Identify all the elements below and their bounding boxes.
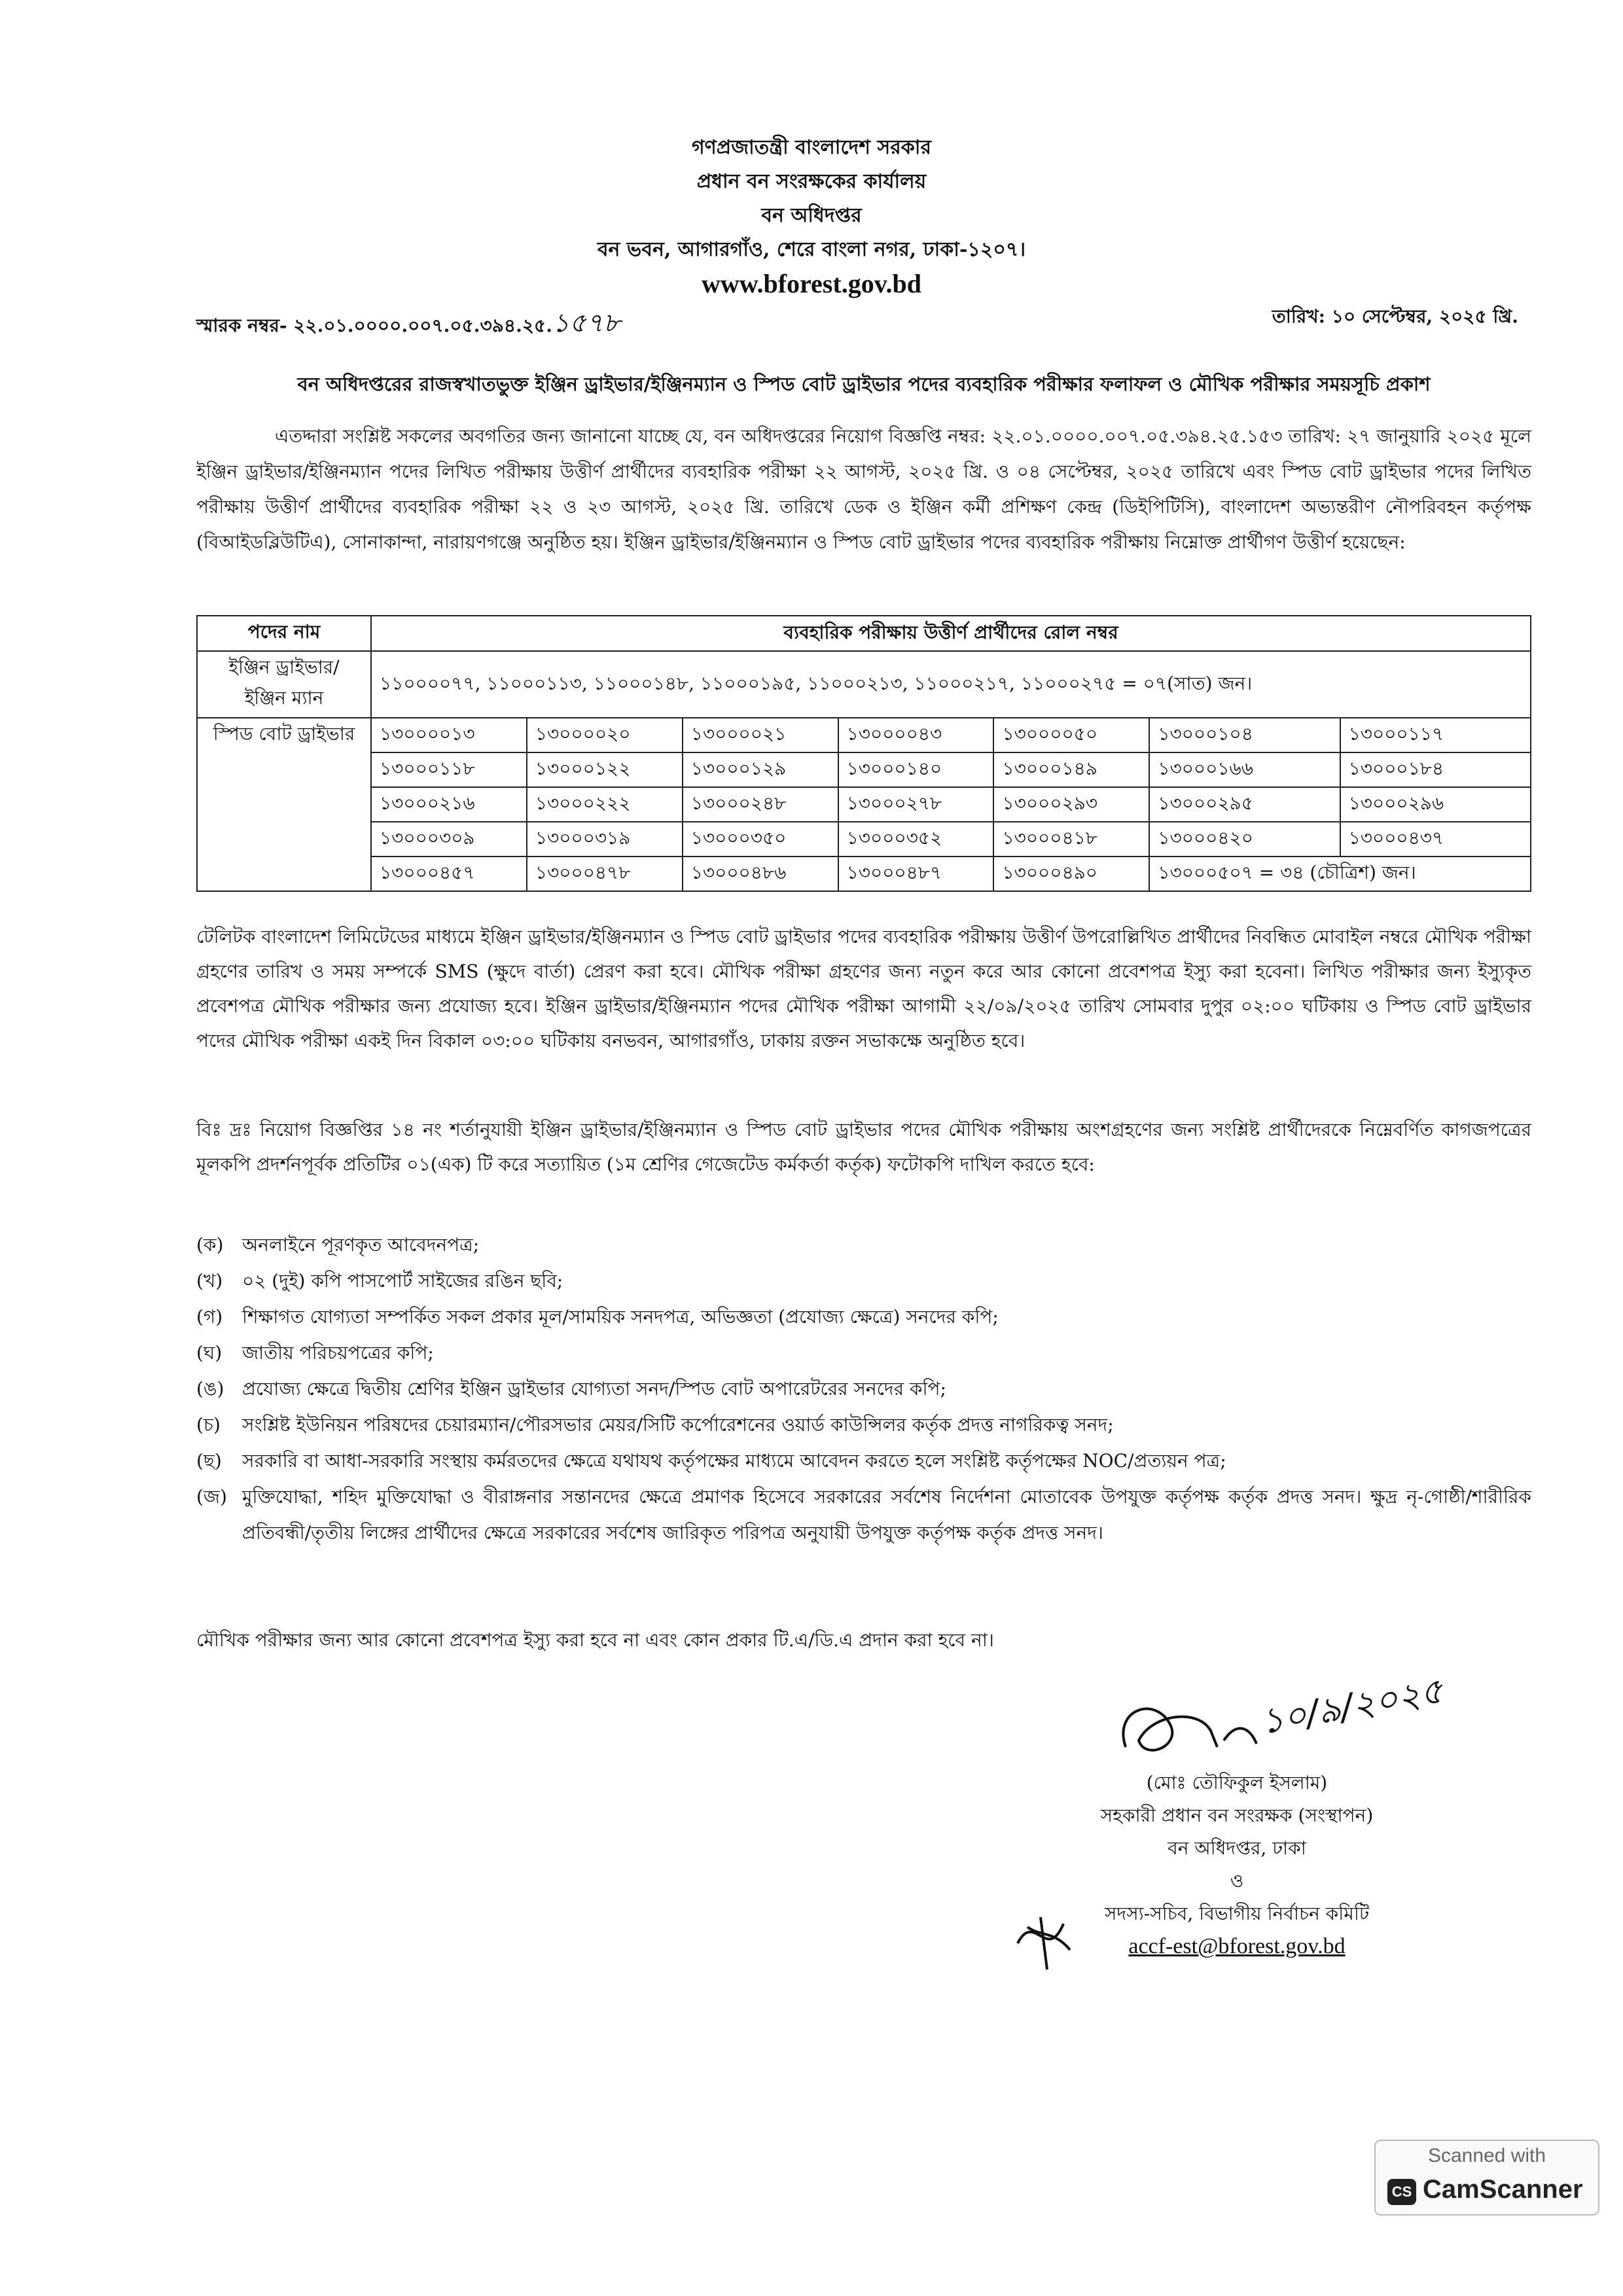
- roll-number-cell: ১৩০০০১১৮: [371, 752, 527, 787]
- roll-number-cell: ১৩০০০৪২০: [1149, 822, 1340, 857]
- list-item-marker: (জ): [196, 1486, 227, 1508]
- list-item-marker: (ঙ): [196, 1378, 224, 1400]
- roll-number-cell: ১৩০০০৩৫০: [683, 822, 838, 857]
- roll-number-cell: ১৩০০০২৭৮: [838, 787, 994, 822]
- roll-number-cell: ১৩০০০২৯৩: [993, 787, 1149, 822]
- roll-number-cell: ১৩০০০২২২: [527, 787, 683, 822]
- roll-number-cell: ১৩০০০৩০৯: [371, 822, 527, 857]
- list-item-text: অনলাইনে পূরণকৃত আবেদনপত্র;: [242, 1234, 480, 1256]
- list-item: [196, 1407, 1531, 1443]
- roll-number-cell: ১৩০০০২১৬: [371, 787, 527, 822]
- roll-number-cell: ১৩০০০৪৫৭: [371, 857, 527, 891]
- office-name: প্রধান বন সংরক্ষকের কার্যালয়: [696, 170, 927, 193]
- signature-block: [1041, 1767, 1433, 1963]
- memo-row: [196, 302, 1518, 338]
- roll-number-cell: ১৩০০০১৬৬: [1149, 752, 1340, 787]
- camscanner-logo-icon: CS: [1387, 2179, 1416, 2205]
- post-engine-driver: ইঞ্জিন ড্রাইভার/ ইঞ্জিন ম্যান: [197, 651, 371, 718]
- signature-image: [1099, 1669, 1466, 1780]
- camscanner-watermark: [1374, 2140, 1599, 2216]
- table-row-speed-boat: [197, 857, 1531, 891]
- table-row-speed-boat: [197, 718, 1531, 752]
- government-name: গণপ্রজাতন্ত্রী বাংলাদেশ সরকার: [692, 136, 931, 159]
- list-item: [196, 1371, 1531, 1407]
- header-post-name: পদের নাম: [197, 616, 371, 651]
- roll-number-cell: ১৩০০০৩১৯: [527, 822, 683, 857]
- roll-number-cell: ১৩০০০০৪৩: [838, 718, 994, 752]
- memo-date: তারিখ: ১০ সেপ্টেম্বর, ২০২৫ খ্রি.: [1272, 306, 1518, 327]
- roll-number-cell: ১৩০০০৫০৭ = ৩৪ (চৌত্রিশ) জন।: [1149, 857, 1531, 891]
- list-item-marker: (খ): [196, 1270, 223, 1292]
- signatory-designation: সহকারী প্রধান বন সংরক্ষক (সংস্থাপন): [1100, 1805, 1374, 1826]
- roll-number-cell: ১৩০০০০১৩: [371, 718, 527, 752]
- table-row-speed-boat: [197, 822, 1531, 857]
- roll-number-cell: ১৩০০০১৪০: [838, 752, 994, 787]
- roll-number-cell: ১৩০০০০৫০: [993, 718, 1149, 752]
- list-item: [196, 1479, 1531, 1551]
- roll-number-cell: ১৩০০০৪৯০: [993, 857, 1149, 891]
- engine-driver-rolls: ১১০০০০৭৭, ১১০০০১১৩, ১১০০০১৪৮, ১১০০০১৯৫, ১১০০০২১৩, ১১০০০২১৭, ১১০০০২৭৫ = ০৭(সাত) জন।: [371, 651, 1531, 718]
- signatory-role: সদস্য-সচিব, বিভাগীয় নির্বাচন কমিটি: [1104, 1903, 1370, 1924]
- roll-number-cell: ১৩০০০১৪৯: [993, 752, 1149, 787]
- documents-requirement-paragraph: বিঃ দ্রঃ নিয়োগ বিজ্ঞপ্তির ১৪ নং শর্তানুযায়ী ইঞ্জিন ড্রাইভার/ইঞ্জিনম্যান ও স্পিড বোট ড্রাইভার পদের মৌখিক পরীক্ষায় অংশগ্রহণের জন্য সংশ্লিষ্ট প্রার্থীদেরকে নিম্নেবর্ণিত কাগজপত্রের মূলকপি প্রদর্শনপূর্বক প্রতিটির ০১(এক) টি করে সত্যায়িত (১ম শ্রেণির গেজেটেড কর্মকর্তা কর্তৃক) ফটোকপি দাখিল করতে হবে:: [196, 1119, 1531, 1175]
- roll-number-cell: ১৩০০০৪১৮: [993, 822, 1149, 857]
- list-item: [196, 1335, 1531, 1371]
- list-item-marker: (ক): [196, 1234, 224, 1256]
- roll-number-cell: ১৩০০০১২৯: [683, 752, 838, 787]
- roll-number-cell: ১৩০০০৪৩৭: [1340, 822, 1531, 857]
- roll-number-cell: ১৩০০০১২২: [527, 752, 683, 787]
- list-item-text: সংশ্লিষ্ট ইউনিয়ন পরিষদের চেয়ারম্যান/পৌরসভার মেয়র/সিটি কর্পোরেশনের ওয়ার্ড কাউন্সিলর কর্তৃক প্রদত্ত নাগরিকত্ব সনদ;: [242, 1414, 1114, 1436]
- memo-handwritten-number: ১৫৭৮: [552, 308, 620, 338]
- list-item-marker: (ছ): [196, 1450, 222, 1472]
- results-table: [196, 615, 1531, 892]
- roll-number-cell: ১৩০০০০২১: [683, 718, 838, 752]
- department-name: বন অধিদপ্তর: [761, 204, 862, 227]
- table-row-speed-boat: [197, 752, 1531, 787]
- header-roll-numbers: ব্যবহারিক পরীক্ষায় উত্তীর্ণ প্রার্থীদের রোল নম্বর: [371, 616, 1531, 651]
- roll-number-cell: ১৩০০০৪৭৮: [527, 857, 683, 891]
- roll-number-cell: ১৩০০০২৪৮: [683, 787, 838, 822]
- list-item: [196, 1299, 1531, 1335]
- roll-number-cell: ১৩০০০১০৪: [1149, 718, 1340, 752]
- memo-number: [196, 302, 620, 346]
- roll-number-cell: ১৩০০০২৯৬: [1340, 787, 1531, 822]
- signatory-email-link[interactable]: accf-est@bforest.gov.bd: [1128, 1934, 1346, 1958]
- list-item: [196, 1227, 1531, 1263]
- scanner-caption: Scanned with: [1427, 2145, 1546, 2166]
- roll-number-cell: ১৩০০০৪৮৭: [838, 857, 994, 891]
- scanner-brand: CamScanner: [1423, 2175, 1583, 2204]
- list-item-text: শিক্ষাগত যোগ্যতা সম্পর্কিত সকল প্রকার মূল/সাময়িক সনদপত্র, অভিজ্ঞতা (প্রযোজ্য ক্ষেত্রে) সনদের কপি;: [242, 1306, 999, 1328]
- list-item-text: মুক্তিযোদ্ধা, শহিদ মুক্তিযোদ্ধা ও বীরাঙ্গনার সন্তানদের ক্ষেত্রে প্রমাণক হিসেবে সরকারের সর্বশেষ নির্দেশনা মোতাবেক উপযুক্ত কর্তৃপক্ষ কর্তৃক প্রদত্ত সনদ। ক্ষুদ্র নৃ-গোষ্ঠী/শারীরিক প্রতিবন্ধী/তৃতীয় লিঙ্গের প্রার্থীদের ক্ষেত্রে সরকারের সর্বশেষ জারিকৃত পরিপত্র অনুযায়ী উপযুক্ত কর্তৃপক্ষ কর্তৃক প্রদত্ত সনদ।: [242, 1486, 1531, 1544]
- sms-notice-paragraph: টেলিটক বাংলাদেশ লিমিটেডের মাধ্যমে ইঞ্জিন ড্রাইভার/ইঞ্জিনম্যান ও স্পিড বোট ড্রাইভার পদের ব্যবহারিক পরীক্ষায় উত্তীর্ণ উপরোল্লিখিত প্রার্থীদের নিবন্ধিত মোবাইল নম্বরে মৌখিক পরীক্ষা গ্রহণের তারিখ ও সময় সম্পর্কে SMS (ক্ষুদে বার্তা) প্রেরণ করা হবে। মৌখিক পরীক্ষা গ্রহণের জন্য নতুন করে আর কোনো প্রবেশপত্র ইস্যু করা হবেনা। লিখিত পরীক্ষার জন্য ইস্যুকৃত প্রবেশপত্র মৌখিক পরীক্ষার জন্য প্রযোজ্য হবে। ইঞ্জিন ড্রাইভার/ইঞ্জিনম্যান পদের মৌখিক পরীক্ষা আগামী ২২/০৯/২০২৫ তারিখ সোমবার দুপুর ০২:০০ ঘটিকায় ও স্পিড বোট ড্রাইভার পদের মৌখিক পরীক্ষা একই দিন বিকাল ০৩:০০ ঘটিকায় বনভবন, আগারগাঁও, ঢাকায় রক্তন সভাকক্ষে অনুষ্ঠিত হবে।: [196, 926, 1531, 1051]
- table-row-speed-boat: [197, 787, 1531, 822]
- list-item: [196, 1263, 1531, 1299]
- letterhead: [0, 131, 1623, 301]
- roll-number-cell: ১৩০০০৩৫২: [838, 822, 994, 857]
- roll-number-cell: ১৩০০০১৮৪: [1340, 752, 1531, 787]
- list-item: [196, 1443, 1531, 1479]
- roll-number-cell: ১৩০০০০২০: [527, 718, 683, 752]
- list-item-marker: (চ): [196, 1414, 221, 1436]
- signatory-office: বন অধিদপ্তর, ঢাকা: [1168, 1837, 1306, 1859]
- post-speed-boat-driver: স্পিড বোট ড্রাইভার: [197, 718, 371, 891]
- list-item-text: জাতীয় পরিচয়পত্রের কপি;: [242, 1342, 434, 1364]
- office-address: বন ভবন, আগারগাঁও, শেরে বাংলা নগর, ঢাকা-১২০৭।: [597, 238, 1026, 261]
- table-header-row: [197, 616, 1531, 651]
- closing-paragraph: মৌখিক পরীক্ষার জন্য আর কোনো প্রবেশপত্র ইস্যু করা হবে না এবং কোন প্রকার টি.এ/ডি.এ প্রদান করা হবে না।: [196, 1629, 994, 1651]
- list-item-marker: (ঘ): [196, 1342, 223, 1364]
- table-row-engine-driver: [197, 651, 1531, 718]
- list-item-marker: (গ): [196, 1306, 223, 1328]
- conjunction-text: ও: [1230, 1870, 1244, 1892]
- signature-date: ১০/৯/২০২৫: [1257, 1669, 1446, 1742]
- website-link[interactable]: www.bforest.gov.bd: [702, 269, 921, 298]
- required-documents-list: [196, 1227, 1531, 1551]
- list-item-text: ০২ (দুই) কপি পাসপোর্ট সাইজের রঙিন ছবি;: [242, 1270, 563, 1292]
- roll-number-cell: ১৩০০০২৯৫: [1149, 787, 1340, 822]
- intro-paragraph: এতদ্দারা সংশ্লিষ্ট সকলের অবগতির জন্য জানানো যাচ্ছে যে, বন অধিদপ্তরের নিয়োগ বিজ্ঞপ্তি নম্বর: ২২.০১.০০০০.০০৭.০৫.৩৯৪.২৫.১৫৩ তারিখ: ২৭ জানুয়ারি ২০২৫ মূলে ইঞ্জিন ড্রাইভার/ইঞ্জিনম্যান পদের লিখিত পরীক্ষায় উত্তীর্ণ প্রার্থীদের ব্যবহারিক পরীক্ষা ২২ আগস্ট, ২০২৫ খ্রি. ও ০৪ সেপ্টেম্বর, ২০২৫ তারিখে এবং স্পিড বোট ড্রাইভার পদের লিখিত পরীক্ষায় উত্তীর্ণ প্রার্থীদের ব্যবহারিক পরীক্ষা ২২ ও ২৩ আগস্ট, ২০২৫ খ্রি. তারিখে ডেক ও ইঞ্জিন কর্মী প্রশিক্ষণ কেন্দ্র (ডিইপিটিসি), বাংলাদেশ অভ্যন্তরীণ নৌপরিবহন কর্তৃপক্ষ (বিআইডব্লিউটিএ), সোনাকান্দা, নারায়ণগঞ্জে অনুষ্ঠিত হয়। ইঞ্জিন ড্রাইভার/ইঞ্জিনম্যান ও স্পিড বোট ড্রাইভার পদের ব্যবহারিক পরীক্ষায় নিম্নোক্ত প্রার্থীগণ উত্তীর্ণ হয়েছেন:: [196, 425, 1531, 553]
- list-item-text: সরকারি বা আধা-সরকারি সংস্থায় কর্মরতদের ক্ষেত্রে যথাযথ কর্তৃপক্ষের মাধ্যমে আবেদন করতে হলে সংশ্লিষ্ট কর্তৃপক্ষের NOC/প্রত্যয়ন পত্র;: [242, 1450, 1226, 1472]
- roll-number-cell: ১৩০০০৪৮৬: [683, 857, 838, 891]
- roll-number-cell: ১৩০০০১১৭: [1340, 718, 1531, 752]
- notice-subject: বন অধিদপ্তরের রাজস্বখাতভুক্ত ইঞ্জিন ড্রাইভার/ইঞ্জিনম্যান ও স্পিড বোট ড্রাইভার পদের ব্যবহারিক পরীক্ষার ফলাফল ও মৌখিক পরীক্ষার সময়সূচি প্রকাশ: [297, 373, 1431, 395]
- list-item-text: প্রযোজ্য ক্ষেত্রে দ্বিতীয় শ্রেণির ইঞ্জিন ড্রাইভার যোগ্যতা সনদ/স্পিড বোট অপারেটরের সনদের কপি;: [242, 1378, 946, 1400]
- signatory-name: (মোঃ তৌফিকুল ইসলাম): [1146, 1772, 1328, 1793]
- memo-label: স্মারক নম্বর- ২২.০১.০০০০.০০৭.০৫.৩৯৪.২৫.: [196, 315, 552, 336]
